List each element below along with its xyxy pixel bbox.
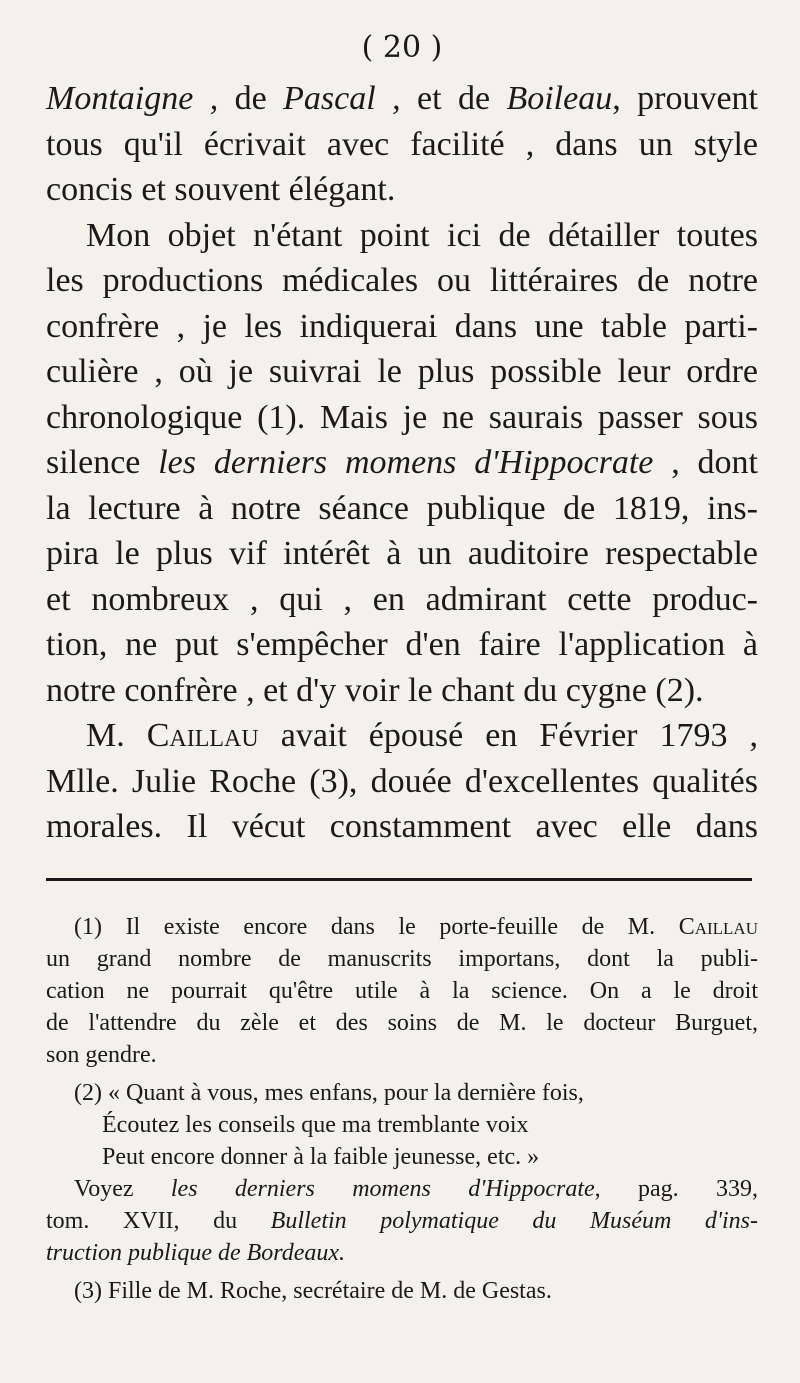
text-line: Mlle. Julie Roche (3), douée d'excellentes qualités xyxy=(46,762,758,800)
text-line xyxy=(46,76,758,122)
text-run: Voyez xyxy=(74,1175,171,1202)
footnote-line xyxy=(46,1173,758,1205)
footnote-verse: Peut encore donner à la faible jeunesse, etc. » xyxy=(102,1143,540,1170)
text-line: la lecture à notre séance publique de 1819, ins- xyxy=(46,489,758,527)
footnote-rule xyxy=(46,878,752,881)
text-line: pira le plus vif intérêt à un auditoire respectable xyxy=(46,535,758,572)
text-run: truction publique de Bordeaux. xyxy=(46,1239,346,1266)
text-run: avait épousé en Février 1793 , xyxy=(258,717,758,754)
text-line: morales. Il vécut constamment avec elle dans xyxy=(46,808,758,845)
footnotes xyxy=(46,911,758,1307)
text-line: les productions médicales ou littéraires de notre xyxy=(46,262,758,299)
text-line: confrère , je les indiquerai dans une table parti- xyxy=(46,307,758,345)
text-run: tom. XVII, du xyxy=(46,1207,271,1234)
footnote-line: (3) Fille de M. Roche, secrétaire de M. de Gestas. xyxy=(74,1277,552,1304)
text-line: tous qu'il écrivait avec facilité , dans un style xyxy=(46,125,758,163)
text-run: les derniers momens d'Hippocrate xyxy=(170,1175,595,1202)
text-line xyxy=(46,440,758,486)
text-line: chronologique (1). Mais je ne saurais passer sous xyxy=(46,398,758,436)
footnote-line xyxy=(46,911,758,943)
text-run: , dont xyxy=(653,444,758,481)
text-run: et de xyxy=(417,80,507,117)
text-run: Pascal , xyxy=(283,80,418,117)
text-run: silence xyxy=(46,444,159,481)
footnote-line: son gendre. xyxy=(46,1041,157,1068)
text-run: , prouvent xyxy=(612,80,759,117)
text-run: Boileau xyxy=(506,80,613,117)
text-run: , pag. 339, xyxy=(594,1175,759,1202)
page-number: ( 20 ) xyxy=(361,30,443,65)
footnote-verse: Écoutez les conseils que ma tremblante voix xyxy=(102,1111,529,1138)
text-run: Bulletin polymatique du Muséum d'ins- xyxy=(270,1207,758,1234)
text-line: Mon objet n'étant point ici de détailler toutes xyxy=(86,216,758,254)
text-line: notre confrère , et d'y voir le chant du cygne (2). xyxy=(46,671,704,709)
footnote-line: cation ne pourrait qu'être utile à la science. On a le droit xyxy=(46,977,758,1004)
text-line: culière , où je suivrai le plus possible leur ordre xyxy=(46,353,758,390)
text-line xyxy=(46,713,758,759)
text-line: tion, ne put s'empêcher d'en faire l'application à xyxy=(46,626,758,663)
text-line: concis et souvent élégant. xyxy=(46,171,396,208)
main-text xyxy=(46,76,758,850)
footnote-line xyxy=(46,1237,758,1269)
author-name: Caillau xyxy=(146,717,259,754)
author-name: Caillau xyxy=(678,913,758,940)
footnote-line: (2) « Quant à vous, mes enfans, pour la dernière fois, xyxy=(74,1079,584,1106)
text-run: (1) Il existe encore dans le porte-feuille de M. xyxy=(74,913,679,940)
footnote-line: de l'attendre du zèle et des soins de M. le docteur Burguet, xyxy=(46,1009,758,1036)
footnote-line: un grand nombre de manuscrits importans, dont la publi- xyxy=(46,945,758,972)
footnote-line xyxy=(46,1205,758,1237)
text-run: Montaigne , xyxy=(46,80,235,117)
text-run: de xyxy=(234,80,284,117)
text-line: et nombreux , qui , en admirant cette produc- xyxy=(46,580,758,618)
text-run: les derniers momens d'Hippocrate xyxy=(158,444,654,481)
text-run: M. xyxy=(86,717,147,754)
